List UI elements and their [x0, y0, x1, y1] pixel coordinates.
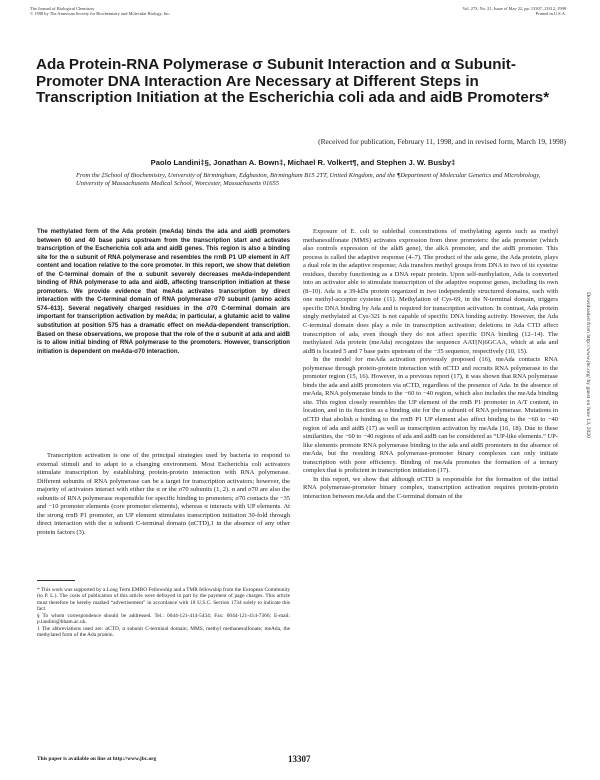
page-number: 13307 — [288, 754, 311, 764]
footnote-abbreviations: 1 The abbreviations used are: αCTD, α subunit C-terminal domain; MMS, methyl methanesulfonate; meAda, the methylated form of the Ada protein. — [37, 625, 290, 639]
footnote-funding: * This work was supported by a Long Term EMBO Fellowship and a TMR fellowship from the European Community (to P. L.). The costs of publication of this article were defrayed in part by the payment of page charges. This article must therefore be hereby marked “advertisement” in accordance with 18 U.S.C. Section 1734 solely to indicate this fact. — [37, 587, 290, 613]
journal-header — [30, 6, 170, 17]
journal-name: The Journal of Biological Chemistry — [30, 6, 95, 11]
download-link-text[interactable]: Downloaded from http://www.jbc.org/ by guest on June 13, 2020 — [585, 292, 591, 438]
paragraph-text: Exposure of E. coli to sublethal concentrations of methylating agents such as methyl methanesulfonate (MMS) activates expression from three promoters: the ada promoter (which also controls expression of the alkB gene), the alkA promoter, and the aidB promoter. This process is called the adaptive response (4–7). The product of the ada gene, the Ada protein, plays a dual role in the adaptive response; Ada transfers methyl groups from DNA to two of its cysteine residues, thereby functioning as a DNA repair protein. Upon self-methylation, Ada is converted into an activator able to stimulate transcription of the adaptive response genes, including its own (8–10). Ada is a 39-kDa protein organized in two independently structured domains, each with one methyl-acceptor cysteine (11). Methylation of Cys-69, in the N-terminal domain, triggers specific DNA binding by Ada and is required for transcription activation. In contrast, Ada protein singly methylated at Cys-321 is not capable of specific DNA binding activity. However, the Ada C-terminal domain does play a role in transcription activation; deletions in Ada CTD affect transcription of ada, even though they do not affect specific DNA binding (12–14). The methylated Ada protein (meAda) recognizes the sequence AAT(N)6GCAA, which at ada and aidB is located 5 and 7 base pairs upstream of the −35 sequence, respectively (10, 15). — [303, 228, 558, 355]
paragraph — [303, 228, 558, 356]
introduction-paragraph — [37, 452, 290, 537]
paragraph-text: In this report, we show that although αCTD is responsible for the formation of the initial RNA polymerase-promoter binary complex, transcription activation requires protein-protein interaction between meAda and the C-terminal domain of the — [303, 475, 558, 500]
paragraph-text: In the model for meAda activation previously proposed (16), meAda contacts RNA polymerase through protein-protein interaction with αCTD and recruits RNA polymerase to the promoter region (15, 16). However, in a previous report (17), it was shown that RNA polymerase binds the ada and aidB promoters via αCTD, regardless of the presence of Ada. In the absence of meAda, RNA polymerase binds to the −60 to −40 region, which also includes the meAda binding site. This region closely resembles the UP element of the rrnB P1 promoter in A/T content, in location, and in its function as a binding site for the α subunit of RNA polymerase. Mutations in αCTD that abolish α binding to the rrnB P1 UP element also affect binding to the −60 to −40 region of ada and aidB (17) as well as transcription activation by meAda (16, 18). Due to these similarities, the −60 to −40 regions of ada and aidB can be considered as “UP-like elements.” UP-like elements promote RNA polymerase binding to the ada and aidB promoters in the absence of meAda, but the resulting RNA polymerase-promoter binary complexes can only initiate transcription with poor efficiency. Binding of meAda promotes the formation of a ternary complex that is proficient in transcription initiation (17). — [303, 356, 558, 475]
abstract: The methylated form of the Ada protein (meAda) binds the ada and aidB promoters between 60 and 40 base pairs upstream from the transcription start and activates transcription of the Escherichia coli ada and aidB genes. This region is also a binding site for the α subunit of RNA polymerase and resembles the rrnB P1 UP element in A/T content and location relative to the core promoter. In this report, we show that deletion of the C-terminal domain of the α subunit severely decreases meAda-independent binding of RNA polymerase to ada and aidB, affecting transcription initiation at these promoters. We provide evidence that meAda activates transcription by direct interaction with the C-terminal domain of RNA polymerase σ70 subunit (amino acids 574–613). Several negatively charged residues in the σ70 C-terminal domain are important for transcription activation by meAda; in particular, a glutamic acid to valine substitution at position 575 has a dramatic effect on meAda-dependent transcription. Based on these observations, we propose that the role of the α subunit at ada and aidB is to allow initial binding of RNA polymerase to the promoters. However, transcription initiation is dependent on meAda-σ70 interaction. — [37, 229, 290, 355]
printed-in: Printed in U.S.A. — [535, 11, 566, 17]
download-watermark — [583, 225, 593, 505]
paragraph — [303, 356, 558, 476]
affiliations: From the ‡School of Biochemistry, University of Birmingham, Edgbaston, Birmingham B15 2TT, United Kingdom, and the ¶Department of Molecular Genetics and Microbiology, University of Massachusetts Medical School, Worcester, Massachusetts 01655 — [76, 172, 541, 188]
volume-header — [463, 6, 566, 17]
article-title: Ada Protein-RNA Polymerase σ Subunit Interaction and α Subunit-Promoter DNA Interaction Are Necessary at Different Steps in Transcription Initiation at the Escherichia coli ada and aidB Promoters* — [36, 56, 550, 107]
paragraph — [303, 476, 558, 502]
online-availability: This paper is available on line at http://www.jbc.org — [37, 756, 157, 762]
author-list: Paolo Landini‡§, Jonathan A. Bown‡, Michael R. Volkert¶, and Stephen J. W. Busby‡ — [150, 158, 456, 167]
journal-copyright: © 1998 by The American Society for Biochemistry and Molecular Biology, Inc. — [30, 11, 171, 17]
footnote-correspondence: § To whom correspondence should be addressed. Tel.: 0044-121-414-5434; Fax: 0044-121-414-7366; E-mail: p.landini@bham.ac.uk. — [37, 612, 290, 626]
footnotes — [37, 587, 290, 639]
received-date: (Received for publication, February 11, 1998, and in revised form, March 19, 1998) — [318, 137, 566, 146]
footnote-rule — [37, 580, 75, 581]
right-column — [303, 228, 558, 502]
volume-info: Vol. 273, No. 21, Issue of May 22, pp. 13307–13312, 1998 — [462, 6, 566, 11]
intro-text: Transcription activation is one of the principal strategies used by bacteria to respond to external stimuli and to adapt to a changing environment. Most Escherichia coli activators stimulate transcription by establishing protein-protein interaction with RNA polymerase. Different subunits of RNA polymerase can be a target for transcription activators; however, the majority of activators interact with either the α or the σ70 subunits (1, 2). α and σ70 are also the subunits of RNA polymerase responsible for specific binding to promoters; σ70 contacts the −35 and −10 promoter elements (core promoter elements), whereas α interacts with UP elements. At the strong rrnB P1 promoter, an UP element stimulates transcription initiation 30-fold through direct interaction with the α subunit C-terminal domain (αCTD),1 in the absence of any other protein factors (3). — [37, 452, 290, 536]
